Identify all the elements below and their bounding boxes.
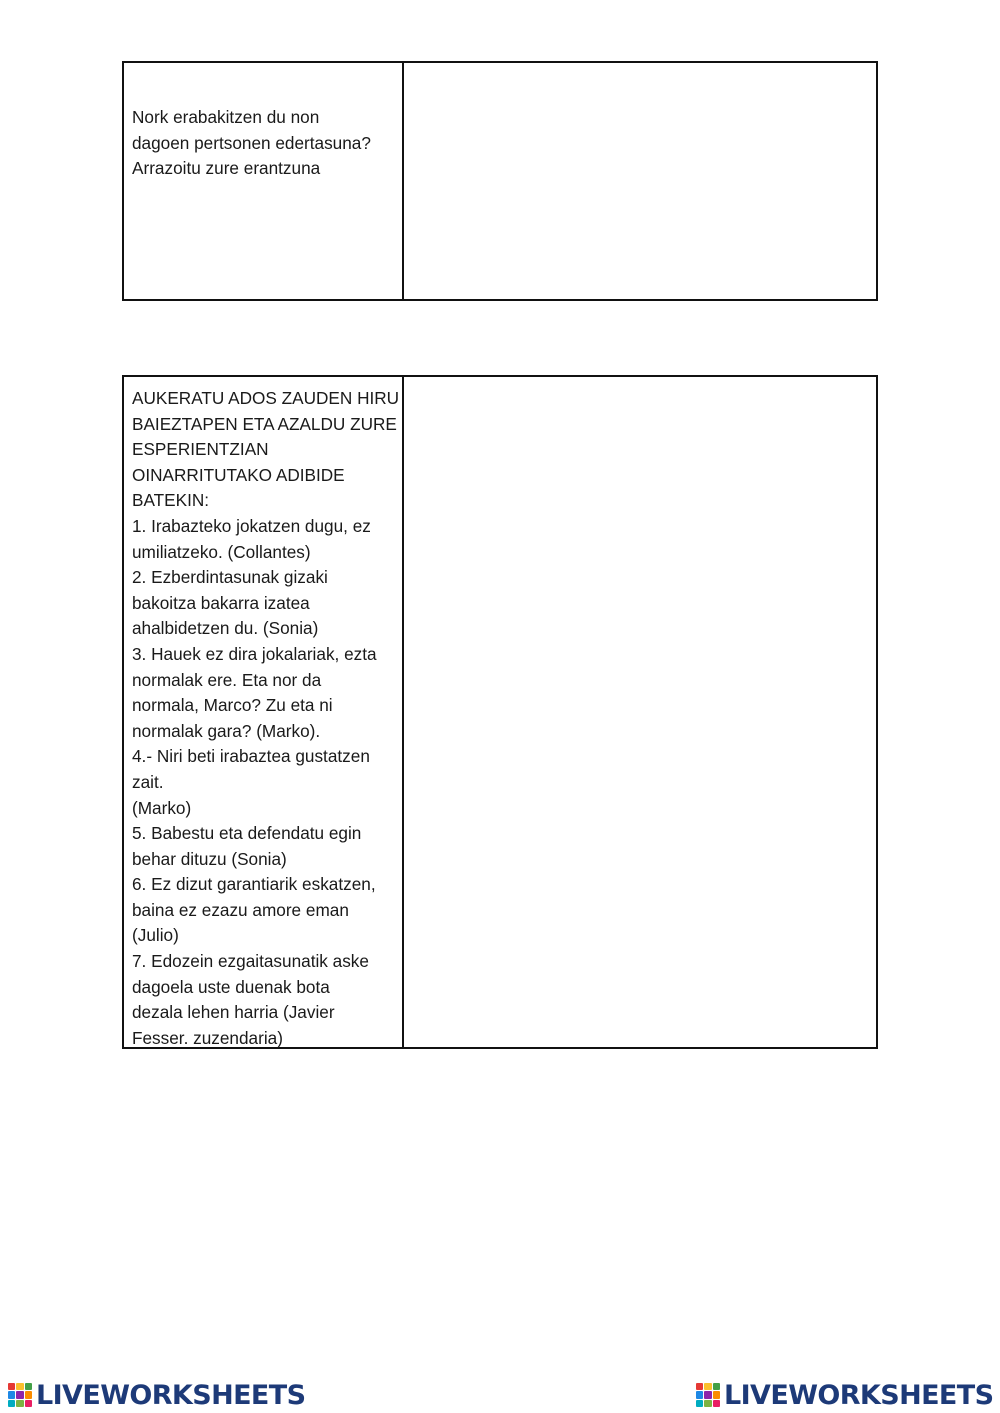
question-line: Arrazoitu zure erantzuna — [132, 158, 321, 179]
statement-line: bakoitza bakarra izatea — [132, 592, 310, 613]
statement-line: baina ez ezazu amore eman — [132, 899, 349, 920]
logo-square — [704, 1400, 711, 1407]
statement-line: (Julio) — [132, 925, 179, 946]
liveworksheets-logo-right — [696, 1378, 993, 1412]
question-line: Nork erabakitzen du non — [132, 107, 320, 127]
question-cell-2 — [124, 377, 404, 1047]
liveworksheets-logo-icon — [696, 1383, 720, 1407]
logo-square — [16, 1383, 23, 1390]
logo-square — [25, 1391, 32, 1398]
question-line: dagoen pertsonen edertasuna? — [132, 132, 371, 153]
liveworksheets-logo-left — [8, 1378, 305, 1412]
logo-square — [696, 1383, 703, 1390]
statement-line: Fesser. zuzendaria) — [132, 1027, 283, 1048]
question-line: BATEKIN: — [132, 490, 210, 511]
statement-line: umiliatzeko. (Collantes) — [132, 541, 311, 562]
logo-text: LIVEWORKSHEETS — [724, 1379, 994, 1411]
statement-line: dezala lehen harria (Javier — [132, 1002, 335, 1023]
logo-square — [696, 1391, 703, 1398]
logo-square — [8, 1391, 15, 1398]
logo-square — [25, 1400, 32, 1407]
statement-line: 7. Edozein ezgaitasunatik aske — [132, 951, 369, 972]
question-line: AUKERATU ADOS ZAUDEN HIRU — [132, 388, 400, 408]
logo-square — [704, 1391, 711, 1398]
statement-line: 3. Hauek ez dira jokalariak, ezta — [132, 643, 377, 664]
logo-square — [16, 1400, 23, 1407]
statement-line: 5. Babestu eta defendatu egin — [132, 823, 362, 844]
statement-line: 1. Irabazteko jokatzen dugu, ez — [132, 515, 371, 536]
question-table-2 — [122, 375, 878, 1049]
statement-line: dagoela uste duenak bota — [132, 976, 330, 997]
logo-square — [704, 1383, 711, 1390]
statement-line: normala, Marco? Zu eta ni — [132, 695, 333, 716]
logo-square — [8, 1383, 15, 1390]
logo-square — [713, 1391, 720, 1398]
logo-square — [8, 1400, 15, 1407]
question-line: ESPERIENTZIAN — [132, 439, 269, 460]
answer-field-2[interactable] — [404, 377, 876, 1047]
logo-text: LIVEWORKSHEETS — [36, 1379, 306, 1411]
logo-square — [696, 1400, 703, 1407]
statement-line: behar dituzu (Sonia) — [132, 848, 287, 869]
statement-line: normalak ere. Eta nor da — [132, 669, 322, 690]
answer-field-1[interactable] — [404, 63, 876, 299]
statement-line: 2. Ezberdintasunak gizaki — [132, 567, 328, 588]
statement-line: (Marko) — [132, 797, 192, 818]
statement-line: 4.- Niri beti irabaztea gustatzen — [132, 746, 370, 767]
question-table-1 — [122, 61, 878, 301]
statement-line: ahalbidetzen du. (Sonia) — [132, 618, 319, 639]
logo-square — [25, 1383, 32, 1390]
question-line: OINARRITUTAKO ADIBIDE — [132, 464, 345, 485]
statement-line: zait. — [132, 771, 164, 792]
logo-square — [713, 1383, 720, 1390]
question-cell-1 — [124, 63, 404, 299]
logo-square — [713, 1400, 720, 1407]
liveworksheets-logo-icon — [8, 1383, 32, 1407]
statement-line: 6. Ez dizut garantiarik eskatzen, — [132, 874, 376, 895]
logo-square — [16, 1391, 23, 1398]
question-line: BAIEZTAPEN ETA AZALDU ZURE — [132, 413, 397, 434]
statement-line: normalak gara? (Marko). — [132, 720, 321, 741]
